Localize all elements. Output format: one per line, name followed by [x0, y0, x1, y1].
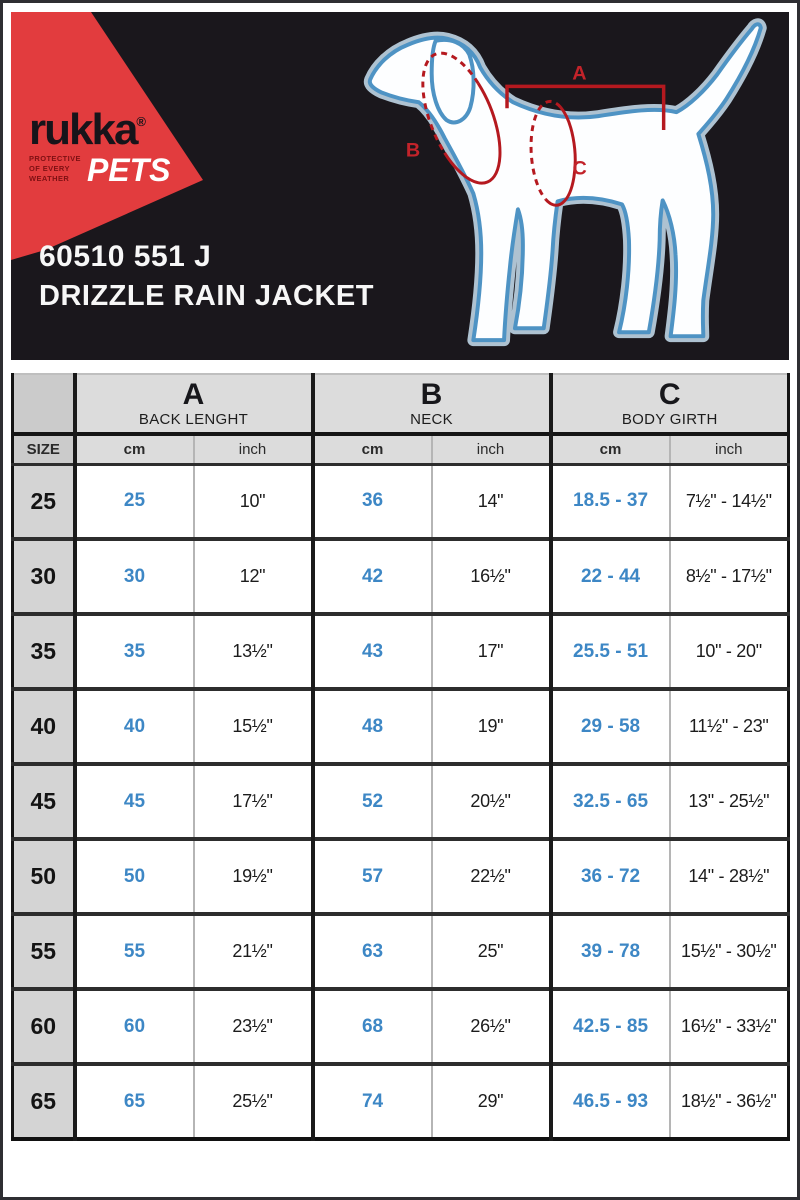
- a-cm-cell: 35: [75, 614, 194, 689]
- c-cm-cell: 46.5 - 93: [551, 1064, 670, 1139]
- a-cm-cell: 45: [75, 764, 194, 839]
- a-cm-cell: 60: [75, 989, 194, 1064]
- group-b-letter: B: [420, 377, 443, 411]
- unit-inch-header: inch: [670, 434, 789, 464]
- c-cm-cell: 42.5 - 85: [551, 989, 670, 1064]
- c-inch-cell: 18½" - 36½": [670, 1064, 789, 1139]
- table-row: [13, 539, 789, 614]
- a-inch-cell: 12": [194, 539, 313, 614]
- group-c-letter: C: [658, 377, 681, 411]
- size-cell: 25: [13, 464, 75, 539]
- table-row: [13, 1064, 789, 1139]
- c-cm-cell: 25.5 - 51: [551, 614, 670, 689]
- b-cm-cell: 43: [313, 614, 432, 689]
- marker-c-label: C: [572, 157, 587, 180]
- b-inch-cell: 16½": [432, 539, 551, 614]
- slogan-line: PROTECTIVE: [29, 154, 81, 163]
- b-cm-cell: 74: [313, 1064, 432, 1139]
- slogan-line: OF EVERY: [29, 163, 70, 173]
- b-cm-cell: 42: [313, 539, 432, 614]
- c-cm-cell: 22 - 44: [551, 539, 670, 614]
- size-cell: 35: [13, 614, 75, 689]
- b-inch-cell: 29": [432, 1064, 551, 1139]
- b-inch-cell: 17": [432, 614, 551, 689]
- b-inch-cell: 20½": [432, 764, 551, 839]
- dog-measurement-diagram: [344, 16, 789, 358]
- size-table-body: [13, 464, 789, 1139]
- size-column-header: SIZE: [13, 434, 75, 464]
- registered-mark-icon: ®: [136, 114, 147, 129]
- table-row: [13, 689, 789, 764]
- c-cm-cell: 36 - 72: [551, 839, 670, 914]
- table-row: [13, 839, 789, 914]
- c-cm-cell: 18.5 - 37: [551, 464, 670, 539]
- logo-wordmark: rukka®: [29, 105, 147, 154]
- group-a-title: BACK LENGHT: [138, 411, 249, 429]
- b-cm-cell: 68: [313, 989, 432, 1064]
- size-cell: 65: [13, 1064, 75, 1139]
- unit-header-row: [13, 434, 789, 464]
- slogan-line: WEATHER: [29, 173, 70, 183]
- size-cell: 55: [13, 914, 75, 989]
- b-inch-cell: 14": [432, 464, 551, 539]
- group-a-header: [75, 374, 313, 434]
- group-b-title: NECK: [410, 411, 453, 429]
- size-cell: 30: [13, 539, 75, 614]
- table-row: [13, 614, 789, 689]
- c-cm-cell: 29 - 58: [551, 689, 670, 764]
- logo-pets-wordmark: PETS: [86, 152, 171, 189]
- a-inch-cell: 25½": [194, 1064, 313, 1139]
- a-cm-cell: 25: [75, 464, 194, 539]
- c-inch-cell: 13" - 25½": [670, 764, 789, 839]
- group-c-title: BODY GIRTH: [621, 411, 718, 429]
- product-code: 60510 551 J: [39, 240, 212, 273]
- product-title-block: [39, 240, 374, 313]
- b-cm-cell: 52: [313, 764, 432, 839]
- c-inch-cell: 10" - 20": [670, 614, 789, 689]
- logo-slogan: [29, 154, 81, 183]
- size-cell: 40: [13, 689, 75, 764]
- a-cm-cell: 30: [75, 539, 194, 614]
- dog-ear: [432, 40, 474, 122]
- b-cm-cell: 36: [313, 464, 432, 539]
- b-cm-cell: 63: [313, 914, 432, 989]
- corner-cell: [13, 374, 75, 434]
- a-inch-cell: 10": [194, 464, 313, 539]
- b-cm-cell: 48: [313, 689, 432, 764]
- dog-body-outline: [370, 24, 761, 340]
- table-row: [13, 914, 789, 989]
- a-inch-cell: 17½": [194, 764, 313, 839]
- b-cm-cell: 57: [313, 839, 432, 914]
- a-inch-cell: 13½": [194, 614, 313, 689]
- table-row: [13, 989, 789, 1064]
- brand-header: [11, 12, 789, 360]
- size-cell: 45: [13, 764, 75, 839]
- a-cm-cell: 55: [75, 914, 194, 989]
- a-cm-cell: 50: [75, 839, 194, 914]
- a-cm-cell: 65: [75, 1064, 194, 1139]
- c-inch-cell: 16½" - 33½": [670, 989, 789, 1064]
- marker-a-label: A: [572, 62, 587, 85]
- a-inch-cell: 23½": [194, 989, 313, 1064]
- a-inch-cell: 15½": [194, 689, 313, 764]
- size-cell: 60: [13, 989, 75, 1064]
- b-inch-cell: 19": [432, 689, 551, 764]
- b-inch-cell: 22½": [432, 839, 551, 914]
- c-inch-cell: 14" - 28½": [670, 839, 789, 914]
- c-inch-cell: 11½" - 23": [670, 689, 789, 764]
- c-cm-cell: 39 - 78: [551, 914, 670, 989]
- a-inch-cell: 21½": [194, 914, 313, 989]
- unit-inch-header: inch: [194, 434, 313, 464]
- group-c-header: [551, 374, 789, 434]
- unit-cm-header: cm: [313, 434, 432, 464]
- b-inch-cell: 26½": [432, 989, 551, 1064]
- c-inch-cell: 15½" - 30½": [670, 914, 789, 989]
- product-name: DRIZZLE RAIN JACKET: [39, 280, 374, 312]
- c-inch-cell: 8½" - 17½": [670, 539, 789, 614]
- unit-inch-header: inch: [432, 434, 551, 464]
- marker-b-label: B: [405, 139, 421, 162]
- table-row: [13, 464, 789, 539]
- c-inch-cell: 7½" - 14½": [670, 464, 789, 539]
- a-cm-cell: 40: [75, 689, 194, 764]
- b-inch-cell: 25": [432, 914, 551, 989]
- rukka-logo: [29, 105, 171, 189]
- unit-cm-header: cm: [551, 434, 670, 464]
- size-table: [11, 373, 790, 1141]
- size-table-header: [13, 374, 789, 464]
- size-cell: 50: [13, 839, 75, 914]
- group-a-letter: A: [182, 377, 205, 411]
- group-b-header: [313, 374, 551, 434]
- table-row: [13, 764, 789, 839]
- c-cm-cell: 32.5 - 65: [551, 764, 670, 839]
- group-header-row: [13, 374, 789, 434]
- unit-cm-header: cm: [75, 434, 194, 464]
- a-inch-cell: 19½": [194, 839, 313, 914]
